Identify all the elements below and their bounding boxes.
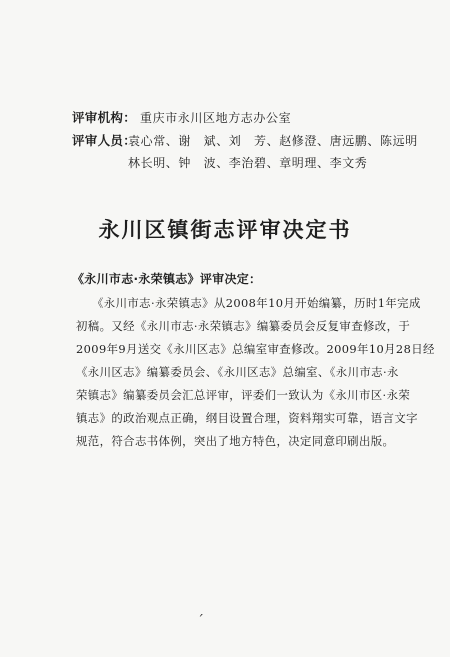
footer-mark: ´ (197, 613, 204, 629)
reviewers-label: 评审人员： (72, 133, 137, 148)
decision-heading: 《永川市志·永荣镇志》评审决定： (72, 272, 262, 286)
review-organization-label: 评审机构： (72, 110, 137, 125)
body-line-7: 规范，符合志书体例，突出了地方特色，决定同意印刷出版。 (76, 434, 395, 448)
document-title: 永川区镇街志评审决定书 (98, 217, 352, 242)
body-line-4: 《永川区志》编纂委员会、《永川区志》总编室、《永川市志·永 (76, 365, 399, 379)
body-line-2: 初稿。又经《永川市志·永荣镇志》编纂委员会反复审查修改，于 (76, 319, 411, 333)
reviewers-line-1: 袁心常、谢 斌、刘 芳、赵修澄、唐远鹏、陈远明 (128, 134, 418, 148)
body-line-5: 荣镇志》编纂委员会汇总评审，评委们一致认为《永川市区·永荣 (76, 388, 411, 402)
body-line-3: 2009年9月送交《永川区志》总编室审查修改。2009年10月28日经 (76, 342, 435, 356)
body-line-1: 《永川市志·永荣镇志》从2008年10月开始编纂，历时1年完成 (92, 296, 421, 310)
body-line-6: 镇志》的政治观点正确，纲目设置合理，资料翔实可靠，语言文字 (76, 411, 418, 425)
reviewers-line-2: 林长明、钟 波、李治碧、章明理、李文秀 (128, 156, 368, 170)
review-organization-value: 重庆市永川区地方志办公室 (140, 111, 292, 125)
